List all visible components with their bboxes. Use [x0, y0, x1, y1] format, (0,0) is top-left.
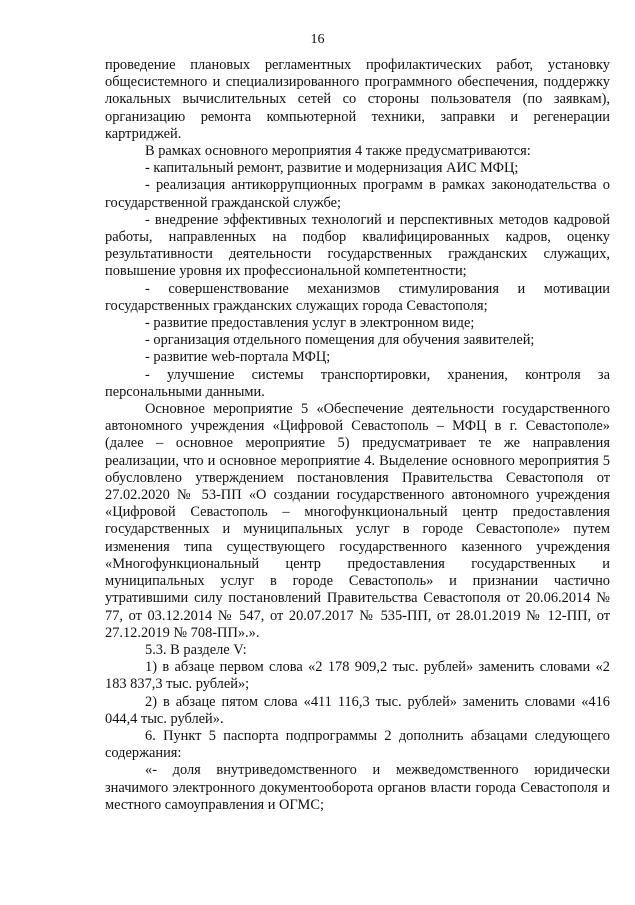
list-item: - внедрение эффективных технологий и перспективных методов кадровой работы, направленных на подбор квалифицированных кадров, оценку результативности деятельности государственных гражданских служащих, повышение уровня их профессиональной компетентности;	[105, 211, 610, 280]
document-body	[105, 57, 610, 814]
page-number: 16	[310, 32, 325, 47]
list-item: - развитие web-портала МФЦ;	[145, 349, 331, 366]
paragraph: 1) в абзаце первом слова «2 178 909,2 тыс. рублей» заменить словами «2 183 837,3 тыс. рублей»;	[105, 659, 610, 693]
paragraph: Основное мероприятие 5 «Обеспечение деятельности государственного автономного учреждения «Цифровой Севастополь – МФЦ в г. Севастополе» (далее – основное мероприятие 5) предусматривает те же направления реализации, что и основное мероприятие 4. Выделение основного мероприятия 5 обусловлено утверждением постановления Правительства Севастополя от 27.02.2020 № 53-ПП «О создании государственного автономного учреждения «Цифровой Севастополь – многофункциональный центр предоставления государственных и муниципальных услуг в городе Севастополе» путем изменения типа существующего государственного казенного учреждения «Многофункциональный центр предоставления государственных и муниципальных услуг в городе Севастополь» и признании частично утратившими силу постановлений Правительства Севастополя от 20.06.2014 № 77, от 03.12.2014 № 547, от 20.07.2017 № 535-ПП, от 28.01.2019 № 12-ПП, от 27.12.2019 № 708-ПП».».	[105, 401, 610, 641]
paragraph: 6. Пункт 5 паспорта подпрограммы 2 дополнить абзацами следующего содержания:	[105, 727, 610, 762]
list-item: - капитальный ремонт, развитие и модернизация АИС МФЦ;	[145, 160, 519, 177]
list-item: - организация отдельного помещения для обучения заявителей;	[145, 332, 535, 349]
list-item: - улучшение системы транспортировки, хранения, контроля за персональными данными.	[105, 366, 610, 400]
paragraph: 5.3. В разделе V:	[145, 641, 247, 658]
paragraph: В рамках основного мероприятия 4 также предусматриваются:	[145, 143, 531, 160]
paragraph: «- доля внутриведомственного и межведомственного юридически значимого электронного документооборота органов власти города Севастополя и местного самоуправления и ОГМС;	[105, 762, 610, 813]
list-item: - совершенствование механизмов стимулирования и мотивации государственных гражданских служащих города Севастополя;	[105, 280, 610, 314]
list-item: - реализация антикоррупционных программ в рамках законодательства о государственной гражданской службе;	[105, 177, 610, 211]
list-item: - развитие предоставления услуг в электронном виде;	[145, 315, 475, 332]
paragraph: проведение плановых регламентных профилактических работ, установку общесистемного и специализированного программного обеспечения, поддержку локальных вычислительных сетей со стороны пользователя (по заявкам), организацию ремонта компьютерной техники, заправки и регенерации картриджей.	[105, 57, 610, 142]
paragraph: 2) в абзаце пятом слова «411 116,3 тыс. рублей» заменить словами «416 044,4 тыс. рублей».	[105, 693, 610, 727]
